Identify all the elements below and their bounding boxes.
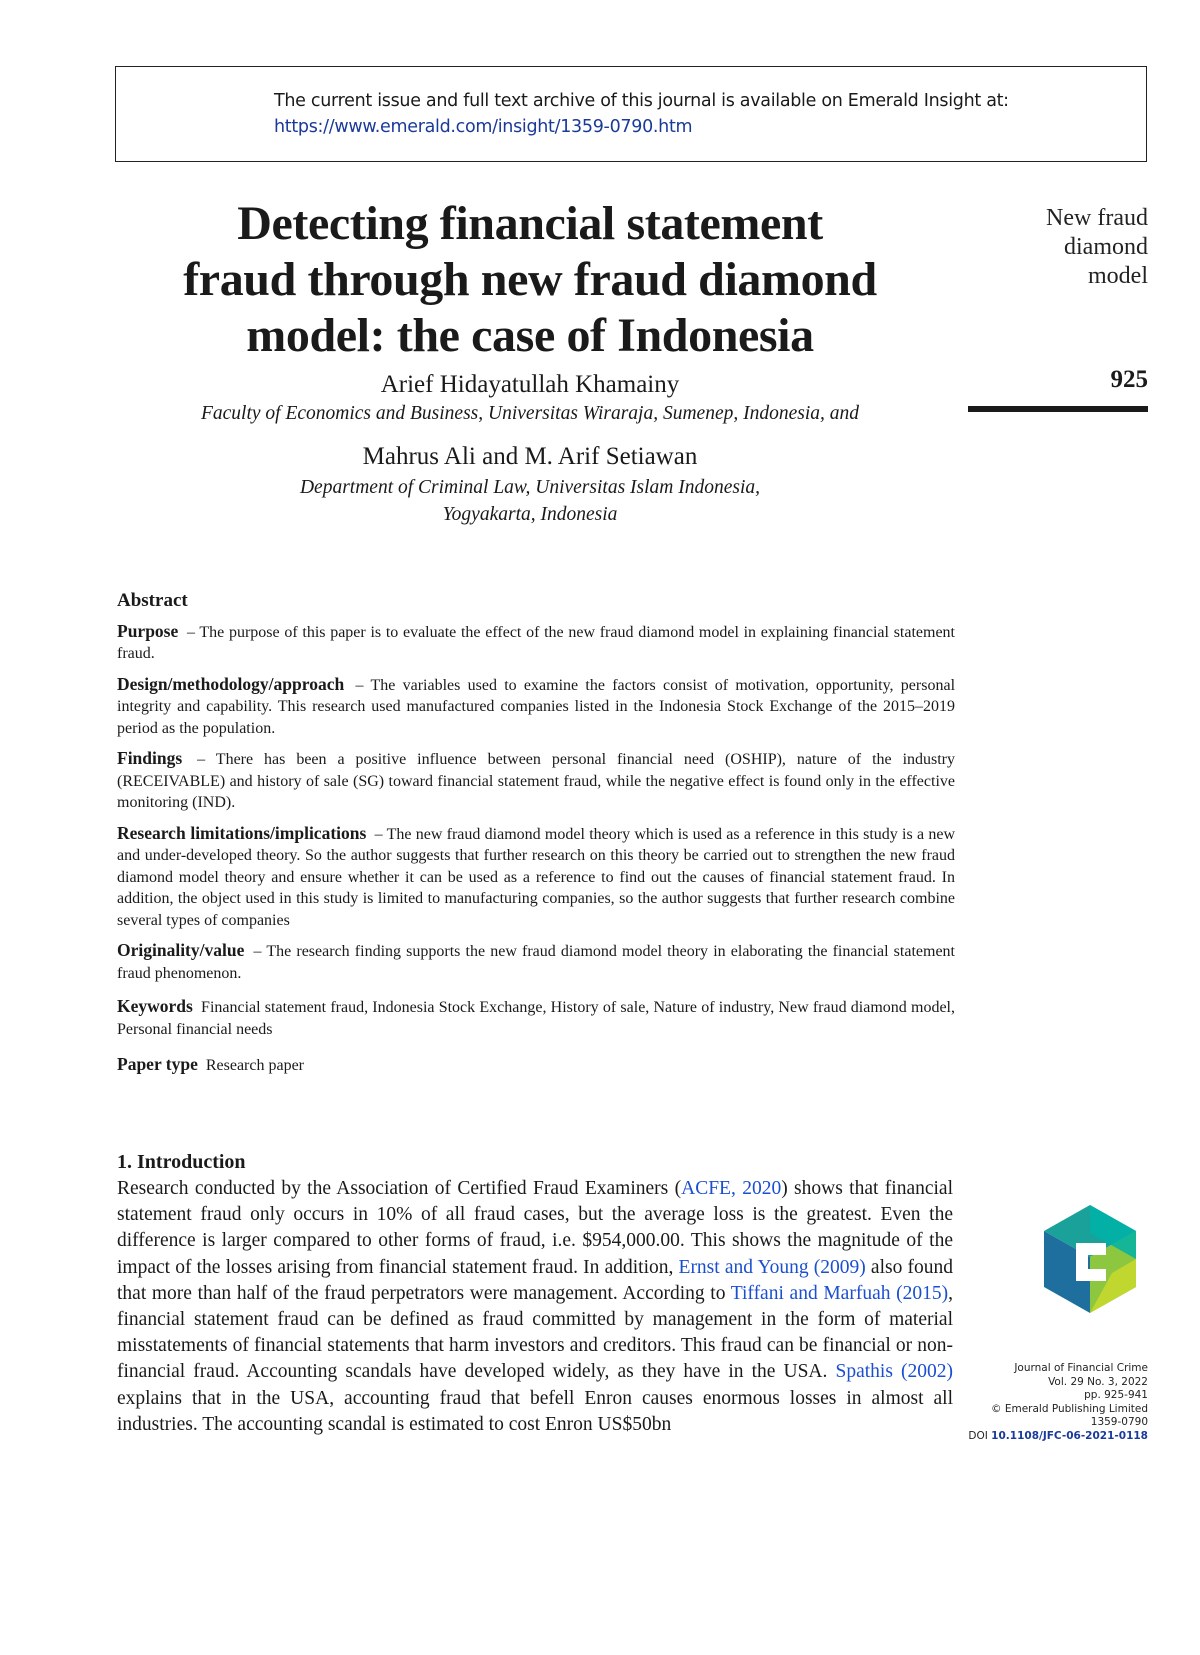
abstract-heading: Abstract — [117, 590, 188, 611]
running-title — [1046, 204, 1148, 291]
running-title-line-2: diamond — [1064, 234, 1148, 260]
abstract-limitations — [117, 823, 955, 932]
affiliation-2-line-1: Department of Criminal Law, Universitas Islam Indonesia, — [299, 477, 761, 498]
running-title-line-1: New fraud — [1046, 205, 1148, 231]
citation-ernst-young-link[interactable]: Ernst and Young (2009) — [678, 1256, 866, 1278]
article-title — [115, 196, 945, 364]
citation-tiffani-marfuah-link[interactable]: Tiffani and Marfuah (2015) — [730, 1282, 949, 1304]
limitations-label: Research limitations/implications — [117, 822, 367, 843]
crossmark-icon — [1040, 1203, 1140, 1315]
design-text: – The variables used to examine the factors consist of motivation, opportunity, personal integrity and capability. This research used manufactured companies listed in the Indonesia Stock Exchange of the 2015–2019 period as the population. — [117, 676, 956, 737]
intro-text-1: Research conducted by the Association of Certified Fraud Examiners ( — [117, 1178, 682, 1199]
intro-text-3: also found that more than half of the fraud perpetrators were management. According to — [117, 1256, 953, 1304]
keywords-label: Keywords — [117, 996, 193, 1016]
journal-name: Journal of Financial Crime — [1014, 1362, 1148, 1374]
side-rule-divider — [968, 406, 1148, 412]
paper-type-label: Paper type — [117, 1054, 198, 1074]
abstract-paper-type — [117, 1054, 955, 1077]
doi-link[interactable]: 10.1108/JFC-06-2021-0118 — [991, 1429, 1148, 1442]
doi-label: DOI — [968, 1429, 988, 1442]
design-label: Design/methodology/approach — [117, 673, 345, 694]
journal-metadata — [968, 1362, 1148, 1443]
introduction-heading: 1. Introduction — [117, 1151, 246, 1173]
abstract-section — [117, 590, 955, 1086]
journal-doi — [968, 1430, 1148, 1444]
running-title-line-3: model — [1088, 263, 1148, 289]
abstract-design — [117, 674, 955, 740]
intro-text-4: , financial statement fraud can be defined as fraud committed by management in the form of material misstatements of financial statements that harm investors and creditors. This fraud can be financial or non-financial fraud. Accounting scandals have developed widely, as they have in the USA. — [117, 1282, 953, 1383]
intro-text-2: ) shows that financial statement fraud only occurs in 10% of all fraud cases, but the average loss is the greatest. Even the difference is larger compared to other forms of fraud, i.e. $954,000.00. This shows the magnitude of the impact of the losses arising from financial statement fraud. In addition, — [117, 1178, 953, 1278]
paper-type-text: Research paper — [205, 1057, 305, 1074]
abstract-purpose — [117, 621, 955, 665]
journal-copyright: © Emerald Publishing Limited — [991, 1402, 1148, 1415]
keywords-text: Financial statement fraud, Indonesia Stock Exchange, History of sale, Nature of industry, New fraud diamond model, Personal financial needs — [117, 999, 955, 1038]
journal-pages: pp. 925-941 — [1084, 1389, 1148, 1401]
journal-issn: 1359-0790 — [1090, 1416, 1148, 1428]
intro-text-5: explains that in the USA, accounting fraud that befell Enron causes enormous losses in almost all industries. The accounting scandal is estimated to cost Enron US$50bn — [117, 1387, 953, 1435]
archive-notice-text: The current issue and full text archive of this journal is available on Emerald Insight at: — [274, 91, 1009, 111]
author-2: Mahrus Ali and M. Arif Setiawan — [362, 443, 698, 470]
originality-label: Originality/value — [117, 940, 245, 960]
journal-url-link[interactable]: https://www.emerald.com/insight/1359-0790.htm — [274, 117, 693, 137]
archive-notice-box — [115, 66, 1147, 162]
introduction-section — [117, 1151, 953, 1438]
citation-acfe-link[interactable]: ACFE, 2020 — [681, 1178, 782, 1199]
findings-label: Findings — [117, 748, 183, 768]
abstract-findings — [117, 748, 955, 814]
purpose-text: – The purpose of this paper is to evaluate the effect of the new fraud diamond model in explaining financial statement fraud. — [117, 623, 956, 662]
crossmark-logo[interactable] — [1040, 1203, 1140, 1315]
originality-text: – The research finding supports the new fraud diamond model theory in elaborating the financial statement fraud phenomenon. — [117, 943, 955, 982]
findings-text: – There has been a positive influence between personal financial need (OSHIP), nature of the industry (RECEIVABLE) and history of sale (SG) toward financial statement fraud, while the negative effect is found only in the effective monitoring (IND). — [117, 751, 956, 811]
purpose-label: Purpose — [117, 620, 179, 641]
affiliation-2-line-2: Yogyakarta, Indonesia — [442, 504, 618, 525]
title-line-1: Detecting financial statement — [237, 197, 823, 250]
affiliation-1: Faculty of Economics and Business, Universitas Wiraraja, Sumenep, Indonesia, and — [200, 403, 860, 424]
abstract-originality — [117, 940, 955, 984]
introduction-paragraph — [117, 1176, 953, 1438]
page-number: 925 — [1110, 366, 1148, 393]
author-1: Arief Hidayatullah Khamainy — [380, 371, 680, 398]
abstract-keywords — [117, 996, 955, 1040]
title-line-3: model: the case of Indonesia — [246, 309, 814, 362]
journal-volume: Vol. 29 No. 3, 2022 — [1048, 1375, 1148, 1388]
citation-spathis-link[interactable]: Spathis (2002) — [835, 1361, 953, 1383]
title-line-2: fraud through new fraud diamond — [183, 253, 877, 306]
limitations-text: – The new fraud diamond model theory which is used as a reference in this study is a new and under-developed theory. So the author suggests that further research on this theory be carried out to strengthen the new fraud diamond model theory and ensure whether it can be used as a reference to find out the causes of financial statement fraud. In addition, the object used in this study is limited to manufacturing companies, so the author suggests that further research combine several types of companies — [117, 825, 956, 929]
